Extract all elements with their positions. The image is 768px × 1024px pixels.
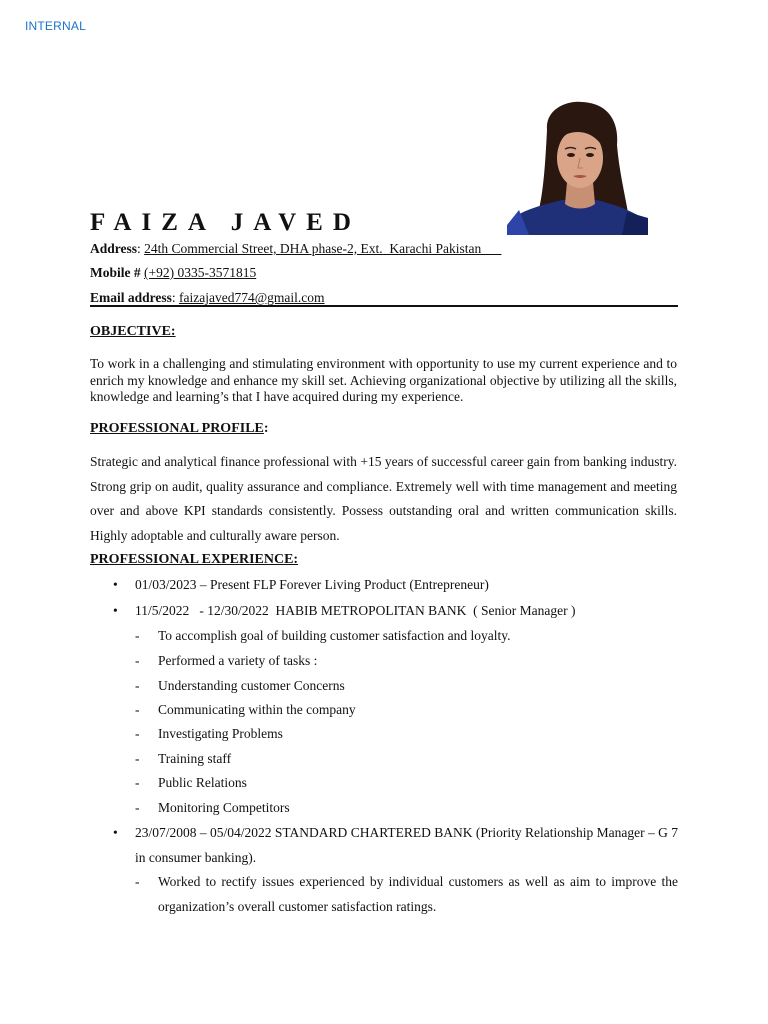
dash-mark: - xyxy=(135,702,140,717)
duty-text: Performed a variety of tasks : xyxy=(158,653,318,668)
mobile-label: Mobile # xyxy=(90,265,141,280)
objective-heading: OBJECTIVE: xyxy=(90,324,176,339)
duty-item xyxy=(135,722,678,747)
job-text: 23/07/2008 – 05/04/2022 STANDARD CHARTERED BANK (Priority Relationship Manager – G 7 in consumer banking). xyxy=(135,825,678,865)
duty-text: Monitoring Competitors xyxy=(158,800,290,815)
profile-heading xyxy=(90,421,269,437)
classification-label: INTERNAL xyxy=(25,19,86,33)
dash-mark: - xyxy=(135,653,140,668)
bullet-mark: • xyxy=(113,825,118,840)
bullet-mark: • xyxy=(113,603,118,618)
duty-text: Public Relations xyxy=(158,775,247,790)
duty-text: Training staff xyxy=(158,751,232,766)
job-item xyxy=(113,821,678,870)
email-line: Email address: faizajaved774@gmail.com xyxy=(90,290,325,305)
profile-text: Strategic and analytical finance professional with +15 years of successful career gain from banking industry. Strong grip on audit, quality assurance and compliance. Extremely well with time management and meeting over and above KPI standards consistently. Possess outstanding oral and written communication skills. Highly adoptable and culturally aware person. xyxy=(90,454,677,543)
dash-mark: - xyxy=(135,800,140,815)
address-value: 24th Commercial Street, DHA phase-2, Ext. Karachi Pakistan xyxy=(144,241,502,256)
header-divider xyxy=(90,305,678,307)
address-line: Address: 24th Commercial Street, DHA phase-2, Ext. Karachi Pakistan xyxy=(90,241,502,256)
duty-item xyxy=(135,771,678,796)
job-text: 01/03/2023 – Present FLP Forever Living Product (Entrepreneur) xyxy=(135,577,489,592)
duty-item xyxy=(135,624,678,649)
duty-text: Understanding customer Concerns xyxy=(158,678,345,693)
profile-heading-text: PROFESSIONAL PROFILE xyxy=(90,421,264,436)
candidate-name: FAIZA JAVED xyxy=(90,209,361,236)
email-label: Email address xyxy=(90,290,172,305)
duty-text: Worked to rectify issues experienced by individual customers as well as aim to improve the organization’s overall customer satisfaction ratings. xyxy=(158,874,678,914)
profile-photo xyxy=(507,100,648,235)
duty-text: Communicating within the company xyxy=(158,702,356,717)
email-value[interactable]: faizajaved774@gmail.com xyxy=(179,290,325,305)
duty-item xyxy=(135,649,678,674)
objective-text: To work in a challenging and stimulating environment with opportunity to use my current experience and to enrich my knowledge and enhance my skill set. Achieving organizational objective by utilizing all the skills, knowledge and learning’s that I have acquired during my experience. xyxy=(90,356,677,404)
mobile-line xyxy=(90,265,256,281)
duty-item xyxy=(135,674,678,699)
dash-mark: - xyxy=(135,678,140,693)
profile-heading-colon: : xyxy=(263,421,269,436)
duty-item xyxy=(135,698,678,723)
dash-mark: - xyxy=(135,874,140,889)
dash-mark: - xyxy=(135,751,140,766)
job-text: 11/5/2022 - 12/30/2022 HABIB METROPOLITAN BANK ( Senior Manager ) xyxy=(135,603,576,618)
job-item xyxy=(113,573,678,598)
dash-mark: - xyxy=(135,628,140,643)
address-label: Address xyxy=(90,241,138,256)
mobile-value: (+92) 0335-3571815 xyxy=(144,265,257,280)
duty-item xyxy=(135,796,678,821)
experience-heading: PROFESSIONAL EXPERIENCE: xyxy=(90,552,299,567)
duty-item xyxy=(135,747,678,772)
duty-text: Investigating Problems xyxy=(158,726,283,741)
bullet-mark: • xyxy=(113,577,118,592)
dash-mark: - xyxy=(135,726,140,741)
duty-text: To accomplish goal of building customer satisfaction and loyalty. xyxy=(158,628,511,643)
dash-mark: - xyxy=(135,775,140,790)
duty-item xyxy=(135,870,678,919)
job-item xyxy=(113,599,678,624)
